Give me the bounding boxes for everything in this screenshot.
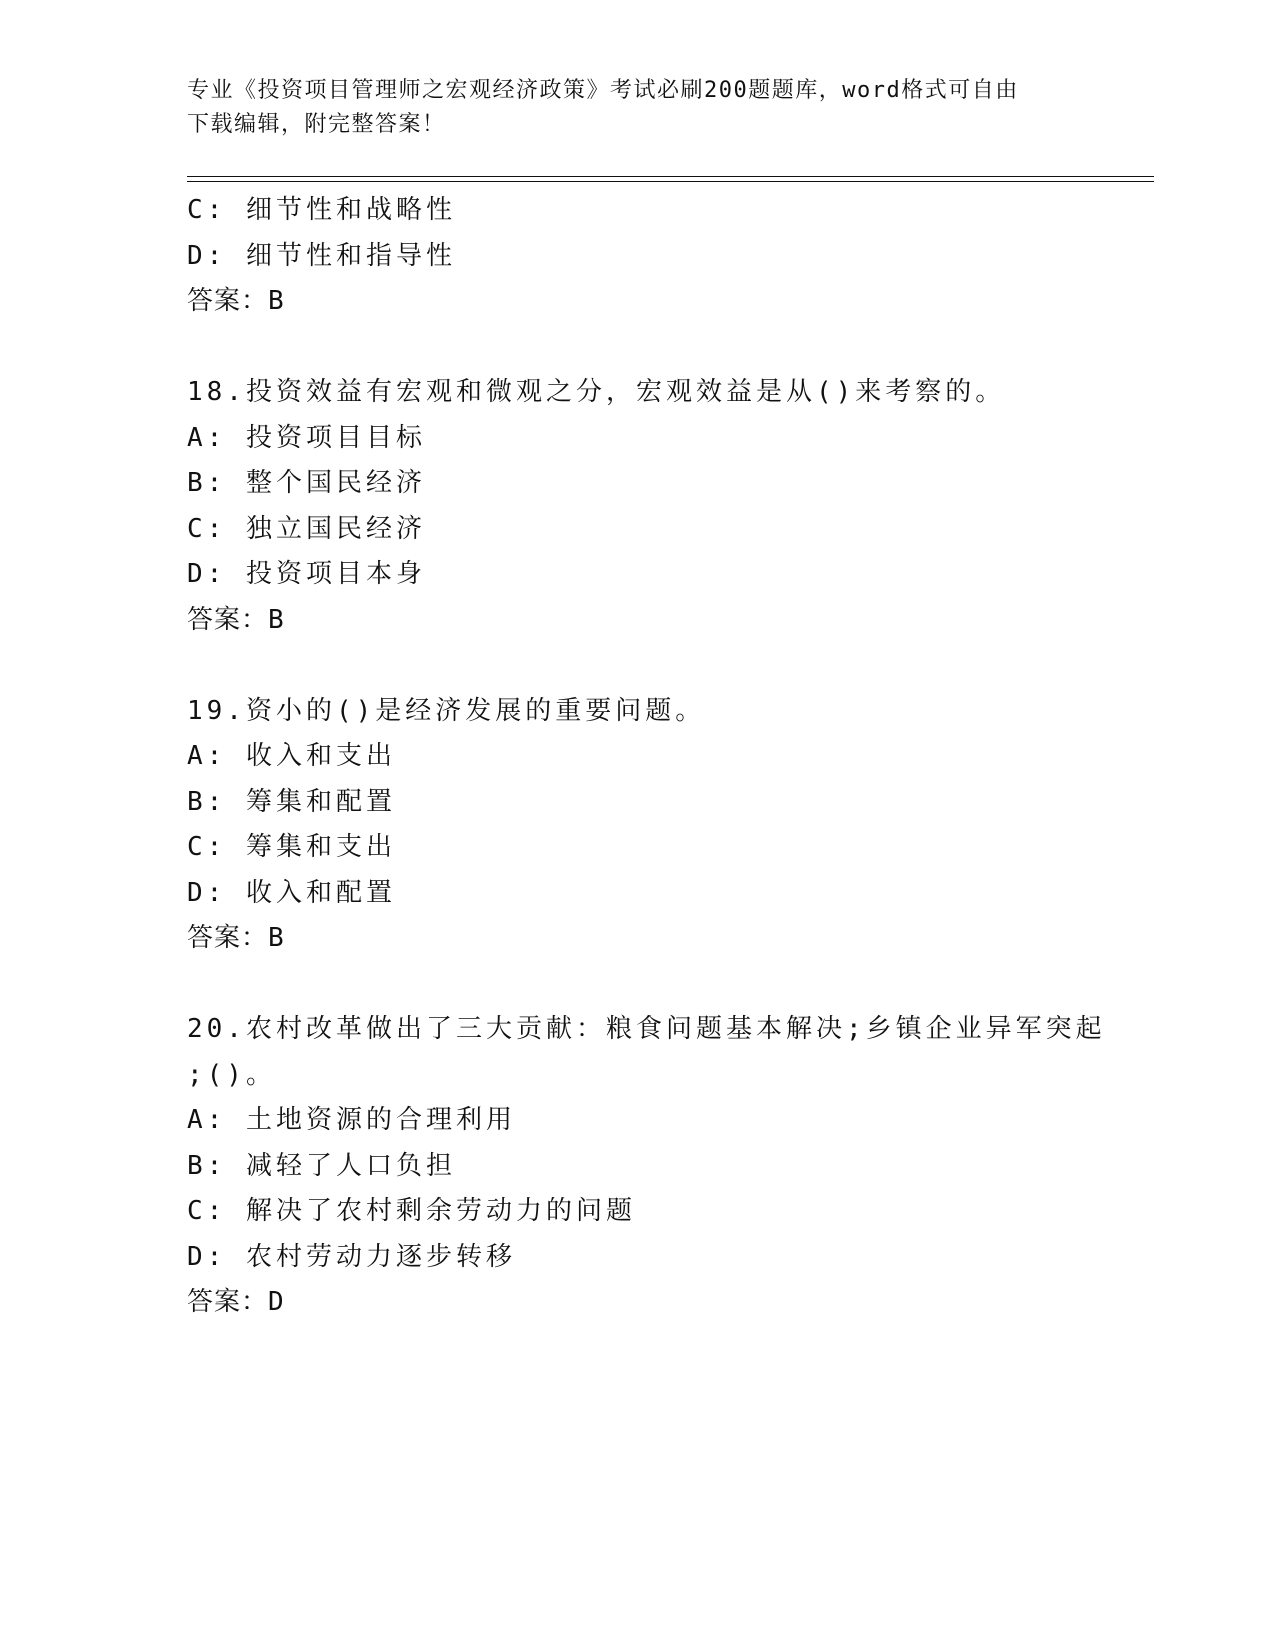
question-list [187, 188, 1106, 1326]
q20-answer-label: 答案： [187, 1287, 269, 1317]
q19-option-d: D: 收入和配置 [187, 877, 396, 908]
q18-answer-value: B [268, 604, 285, 635]
q17-answer [187, 279, 1067, 325]
q19-option-a: A: 收入和支出 [187, 741, 396, 771]
question-18 [187, 370, 1067, 643]
q20-question-line-2: ;()。 [187, 1059, 276, 1090]
q20-option-b: B: 减轻了人口负担 [187, 1150, 456, 1181]
q17-answer-label: 答案： [187, 286, 269, 316]
q20-option-c: C: 解决了农村剩余劳动力的问题 [187, 1196, 636, 1226]
q17-option-d: D: 细节性和指导性 [187, 240, 456, 271]
header-rule-top [187, 176, 1154, 177]
q19-answer-label: 答案： [187, 923, 269, 953]
question-17-tail [187, 188, 1067, 325]
q18-option-d: D: 投资项目本身 [187, 559, 426, 589]
q19-answer-value: B [268, 923, 285, 953]
q20-answer [187, 1280, 1067, 1326]
q18-option-a: A: 投资项目目标 [187, 422, 426, 453]
header-intro-line-1: 专业《投资项目管理师之宏观经济政策》考试必刷200题题库，word格式可自由 [187, 78, 1019, 103]
q18-option-c: C: 独立国民经济 [187, 513, 426, 544]
q20-option-a: A: 土地资源的合理利用 [187, 1105, 516, 1135]
spacer [187, 643, 1067, 689]
q19-answer [187, 916, 1067, 962]
q17-option-c: C: 细节性和战略性 [187, 195, 456, 225]
question-19 [187, 689, 1067, 962]
question-20 [187, 1007, 1106, 1326]
q20-question-line-1: 20.农村改革做出了三大贡献：粮食问题基本解决;乡镇企业异军突起 [187, 1014, 1106, 1044]
q19-question: 19.资小的()是经济发展的重要问题。 [187, 695, 706, 726]
spacer [187, 325, 1067, 371]
q19-option-c: C: 筹集和支出 [187, 832, 396, 862]
header-rule-bottom [187, 181, 1154, 182]
q18-question: 18.投资效益有宏观和微观之分，宏观效益是从()来考察的。 [187, 377, 1006, 407]
q20-answer-value: D [268, 1287, 285, 1317]
q18-option-b: B: 整个国民经济 [187, 468, 426, 498]
header-intro-line-2: 下载编辑，附完整答案！ [187, 112, 446, 137]
q19-option-b: B: 筹集和配置 [187, 786, 396, 817]
q17-answer-value: B [268, 286, 285, 316]
q18-answer-label: 答案： [187, 604, 269, 635]
spacer [187, 962, 1067, 1008]
q18-answer [187, 598, 1067, 644]
document-header [187, 74, 1067, 142]
q20-option-d: D: 农村劳动力逐步转移 [187, 1241, 516, 1272]
